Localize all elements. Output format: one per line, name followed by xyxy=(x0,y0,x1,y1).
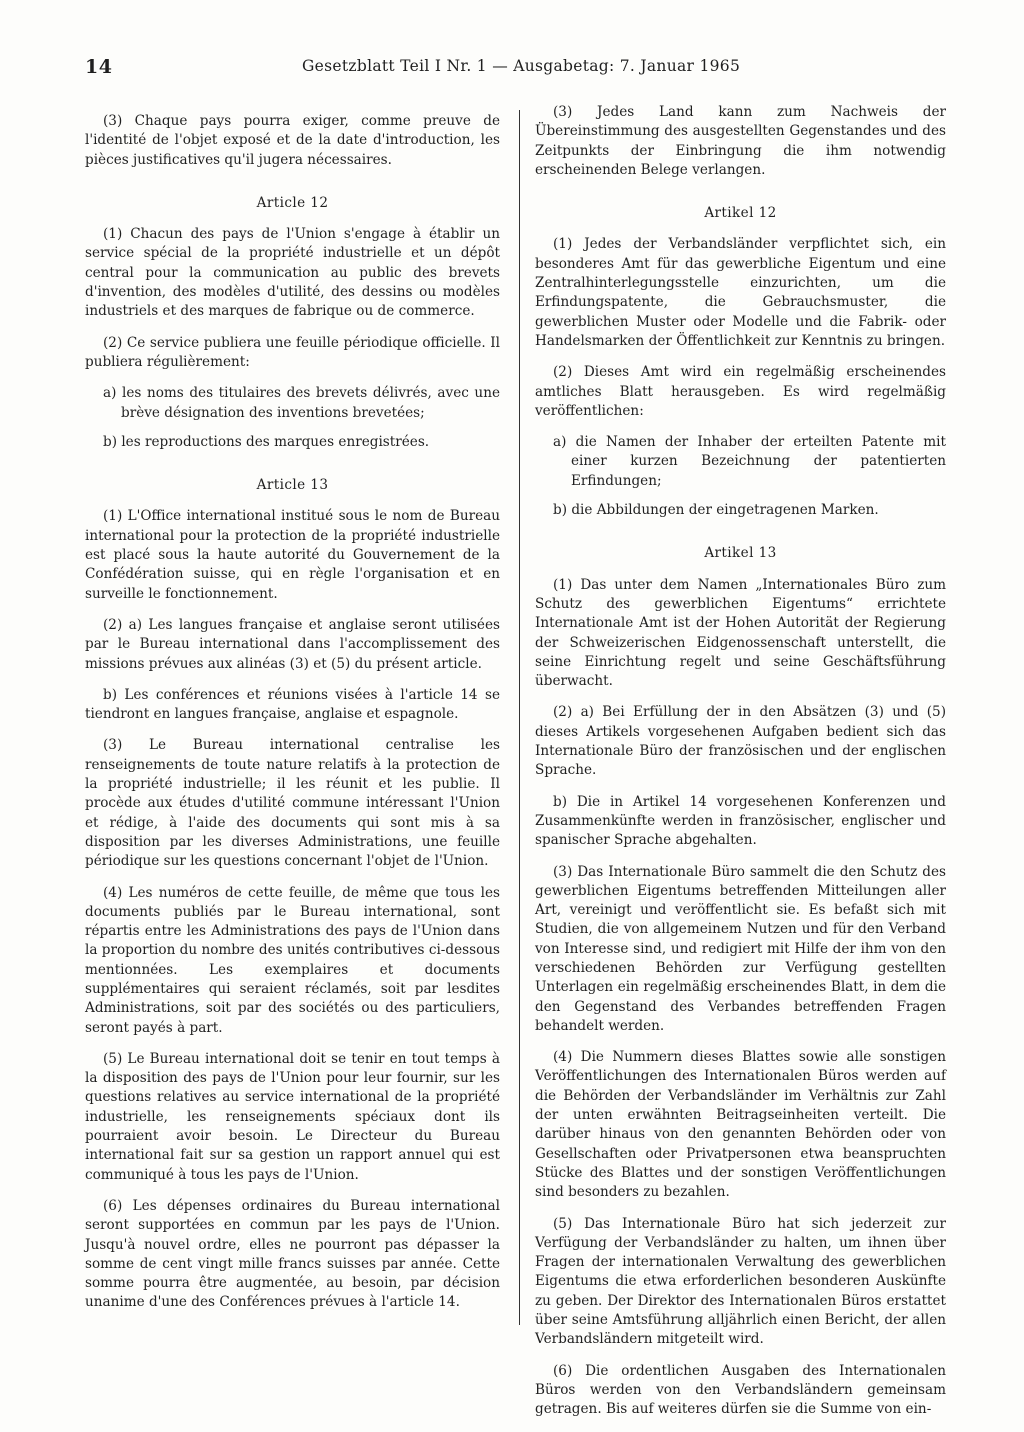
article-12-paragraph-1: (1) Chacun des pays de l'Union s'engage à établir un service spécial de la propriété industrielle et un dépôt central pour la communication au public des brevets d'invention, des modèles d'utilité, des dessins ou modèles industriels et des marques de fabrique ou de commerce. xyxy=(85,226,500,320)
artikel-13-absatz-3: (3) Das Internationale Büro sammelt die den Schutz des gewerblichen Eigentums betreffenden Mitteilungen aller Art, vereinigt und veröffentlicht sie. Es befaßt sich mit Studien, die von allgemeinem Nutzen und für den Verband von Interesse sind, und redigiert mit Hilfe der ihm von den verschiedenen Behörden zur Verfügung gestellten Unterlagen ein regelmäßig erscheinendes Blatt, in dem die den Gegenstand des Verbandes betreffenden Fragen behandelt werden. xyxy=(535,863,946,1034)
page-number: 14 xyxy=(85,56,113,78)
german-column xyxy=(535,103,946,1432)
french-column xyxy=(85,112,500,1325)
artikel-13-absatz-1: (1) Das unter dem Namen „Internationales Büro zum Schutz des gewerblichen Eigentums“ errichtete Internationale Amt ist der Hohen Autorität der Regierung der Schweizerischen Eidgenossenschaft unterstellt, die seine Einrichtung regelt und seine Geschäftsführung überwacht. xyxy=(535,576,946,690)
article-13-heading: Article 13 xyxy=(256,477,329,494)
page-header xyxy=(0,56,1024,86)
running-title: Gesetzblatt Teil I Nr. 1 — Ausgabetag: 7. Januar 1965 xyxy=(302,57,741,75)
artikel-13-absatz-2b: b) Die in Artikel 14 vorgesehenen Konferenzen und Zusammenkünfte werden in französischer, englischer und spanischer Sprache abgehalten. xyxy=(535,793,946,849)
artikel-13-heading: Artikel 13 xyxy=(704,545,777,562)
artikel-13-absatz-2a: (2) a) Bei Erfüllung der in den Absätzen (3) und (5) dieses Artikels vorgesehenen Aufgaben bedient sich das Internationale Büro der französischen und der englischen Sprache. xyxy=(535,704,946,779)
artikel-12-heading: Artikel 12 xyxy=(704,205,777,222)
artikel-11-absatz-3: (3) Jedes Land kann zum Nachweis der Übereinstimmung des ausgestellten Gegenstandes und des Zeitpunkts der Einbringung die ihm notwendig erscheinenden Belege verlangen. xyxy=(535,104,946,178)
article-13-paragraph-2b: b) Les conférences et réunions visées à l'article 14 se tiendront en langues française, anglaise et espagnole. xyxy=(85,686,500,723)
article-13-paragraph-3: (3) Le Bureau international centralise les renseignements de toute nature relatifs à la protection de la propriété industrielle; il les réunit et les publie. Il procède aux études d'utilité commune intéressant l'Union et rédige, à l'aide des documents qui sont mis à sa disposition par les diverses Administrations, une feuille périodique sur les questions concernant l'objet de l'Union. xyxy=(85,737,500,870)
artikel-12-absatz-2: (2) Dieses Amt wird ein regelmäßig erscheinendes amtliches Blatt herausgeben. Es wird regelmäßig veröffentlichen: xyxy=(535,364,946,419)
article-12-item-b: b) les reproductions des marques enregistrées. xyxy=(103,433,430,450)
column-divider xyxy=(519,110,520,1325)
artikel-13-absatz-4: (4) Die Nummern dieses Blattes sowie alle sonstigen Veröffentlichungen des Internationalen Büros werden auf die Behörden der Verbandsländer im Verhältnis zur Zahl der unten erwähnten Beitragseinheiten verteilt. Die darüber hinaus von den genannten Behörden oder von Gesellschaften oder Privatpersonen etwa beanspruchten Stücke des Blattes und der sonstigen Veröffentlichungen sind besonders zu bezahlen. xyxy=(535,1049,946,1201)
article-13-paragraph-4: (4) Les numéros de cette feuille, de même que tous les documents publiés par le Bureau international, sont répartis entre les Administrations des pays de l'Union dans la proportion du nombre des unités contributives ci-dessous mentionnées. Les exemplaires et documents supplémentaires qui seraient réclamés, soit par lesdites Administrations, soit par des sociétés ou des particuliers, seront payés à part. xyxy=(85,884,500,1036)
article-11-paragraph-3: (3) Chaque pays pourra exiger, comme preuve de l'identité de l'objet exposé et de la date d'introduction, les pièces justificatives qu'il jugera nécessaires. xyxy=(85,113,500,168)
artikel-12-item-a: a) die Namen der Inhaber der erteilten Patente mit einer kurzen Bezeichnung der patentierten Erfindungen; xyxy=(553,434,946,489)
artikel-12-item-b: b) die Abbildungen der eingetragenen Marken. xyxy=(553,502,879,519)
artikel-13-absatz-5: (5) Das Internationale Büro hat sich jederzeit zur Verfügung der Verbandsländer zu halten, um ihnen über Fragen der internationalen Verwaltung des gewerblichen Eigentums die etwa erforderlichen besonderen Auskünfte zu geben. Der Direktor des Internationalen Büros erstattet über seine Amtsführung alljährlich einen Bericht, der allen Verbandsländern mitgeteilt wird. xyxy=(535,1215,946,1348)
article-13-paragraph-6: (6) Les dépenses ordinaires du Bureau international seront supportées en commun par les pays de l'Union. Jusqu'à nouvel ordre, elles ne pourront pas dépasser la somme de cent vingt mille francs suisses par année. Cette somme pourra être augmentée, au besoin, par décision unanime d'une des Conférences prévues à l'article 14. xyxy=(85,1197,500,1311)
article-12-paragraph-2: (2) Ce service publiera une feuille périodique officielle. Il publiera régulièrement: xyxy=(85,334,500,370)
article-12-heading: Article 12 xyxy=(256,194,329,211)
article-13-paragraph-1: (1) L'Office international institué sous le nom de Bureau international pour la protection de la propriété industrielle est placé sous la haute autorité du Gouvernement de la Confédération suisse, qui en règle l'organisation et en surveille le fonctionnement. xyxy=(85,508,500,602)
article-13-paragraph-5: (5) Le Bureau international doit se tenir en tout temps à la disposition des pays de l'Union pour leur fournir, sur les questions relatives au service international de la propriété industrielle, les renseignements spéciaux dont ils pourraient avoir besoin. Le Directeur du Bureau international fait sur sa gestion un rapport annuel qui est communiqué à tous les pays de l'Union. xyxy=(85,1050,500,1183)
article-12-item-a: a) les noms des titulaires des brevets délivrés, avec une brève désignation des inventions brevetées; xyxy=(103,385,500,421)
article-13-paragraph-2a: (2) a) Les langues française et anglaise seront utilisées par le Bureau international dans l'accomplissement des missions prévues aux alinéas (3) et (5) du présent article. xyxy=(85,616,500,672)
artikel-12-absatz-1: (1) Jedes der Verbandsländer verpflichtet sich, ein besonderes Amt für das gewerbliche Eigentum und eine Zentralhinterlegungsstelle einzurichten, um die Erfindungspatente, die Gebrauchsmuster, die gewerblichen Muster oder Modelle und die Fabrik- oder Handelsmarken der Öffentlichkeit zur Kenntnis zu bringen. xyxy=(535,236,946,349)
artikel-13-absatz-6: (6) Die ordentlichen Ausgaben des Internationalen Büros werden von den Verbandsländern gemeinsam getragen. Bis auf weiteres dürfen sie die Summe von ein- xyxy=(535,1362,946,1418)
